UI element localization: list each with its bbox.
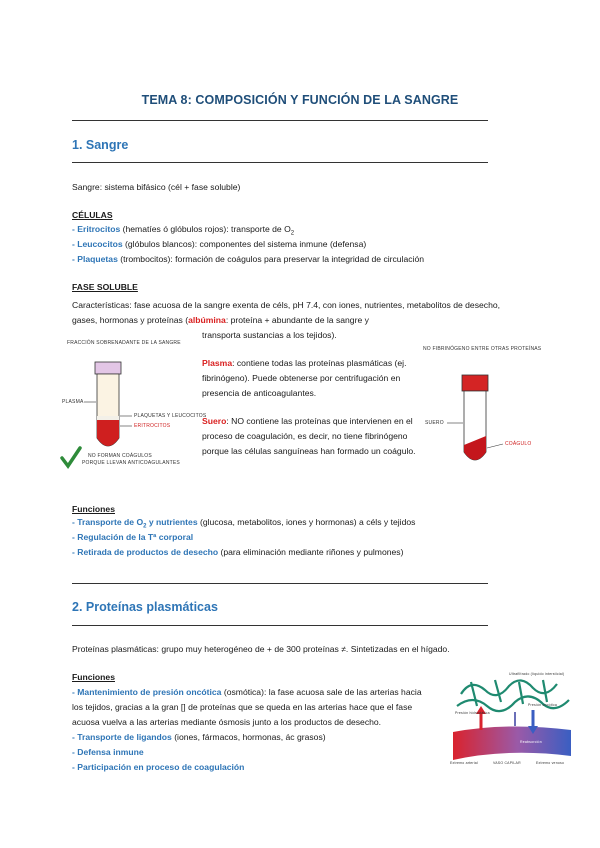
cell-item-leucocitos: - Leucocitos (glóbulos blancos): componentes del sistema inmune (defensa): [72, 239, 367, 249]
function-item-defensa: - Defensa inmune: [72, 747, 144, 757]
soluble-heading: FASE SOLUBLE: [72, 282, 138, 292]
function-item-coagulacion: - Participación en proceso de coagulación: [72, 762, 245, 772]
section-heading-proteinas: 2. Proteínas plasmáticas: [72, 600, 218, 614]
left-tube-note-2: PORQUE LLEVAN ANTICOAGULANTES: [82, 460, 180, 466]
function-item-presion: - Mantenimiento de presión oncótica (osmótica): la fase acuosa sale de las arterias hacia: [72, 687, 422, 697]
serum-tube-diagram: [445, 360, 535, 470]
functions-heading-2: Funciones: [72, 672, 115, 682]
plasma-description: Plasma: contiene todas las proteínas plasmáticas (ej. fibrinógeno). Puede obtenerse por centrifugación en presencia de anticoagulantes.: [202, 358, 407, 398]
diagram-bottom-right-label: Extremo venoso: [536, 761, 565, 765]
function-item-regulacion: - Regulación de la Tª corporal: [72, 532, 194, 542]
capillary-vessel: [453, 726, 571, 760]
cell-item-eritrocitos: - Eritrocitos (hematíes ó glóbulos rojos): transporte de $O_2$: [72, 224, 295, 237]
function-item-presion-line-2: los tejidos, gracias a la gran [] de proteínas que se queda en las arterias hace que el fase: [72, 702, 413, 712]
right-tube-caption: NO FIBRINÓGENO ENTRE OTRAS PROTEÍNAS: [423, 346, 542, 352]
tube-cap: [462, 375, 488, 391]
right-tube-suero-label: SUERO: [425, 420, 444, 426]
right-tube-coagulo-label: COÁGULO: [505, 441, 532, 447]
cell-item-plaquetas: - Plaquetas (trombocitos): formación de coágulos para preservar la integridad de circulación: [72, 254, 425, 264]
divider: [72, 162, 488, 163]
function-item-ligandos: - Transporte de ligandos (iones, fármacos, hormonas, ác grasos): [72, 732, 326, 742]
sangre-intro: Sangre: sistema bifásico (cél + fase soluble): [72, 182, 241, 192]
tube-buffy-coat: [97, 416, 119, 420]
page-title: TEMA 8: COMPOSICIÓN Y FUNCIÓN DE LA SANGRE: [141, 93, 459, 107]
function-item-presion-line-3: acuosa vuelva a las arterias mediante ósmosis junto a los productos de desecho.: [72, 717, 382, 727]
tube-cap: [95, 362, 121, 374]
proteinas-intro: Proteínas plasmáticas: grupo muy heterogéneo de + de 300 proteínas ≠. Sintetizadas en el hígado.: [72, 644, 450, 654]
check-icon: [62, 448, 80, 466]
capillary-exchange-diagram: [447, 672, 577, 770]
left-tube-eritro-label: ERITROCITOS: [134, 423, 171, 429]
left-tube-caption: FRACCIÓN SOBRENADANTE DE LA SANGRE: [67, 340, 181, 346]
diagram-right-label: Presión oncótica: [528, 703, 558, 707]
functions-heading-1: Funciones: [72, 504, 115, 514]
soluble-line-3: transporta sustancias a los tejidos).: [202, 330, 337, 340]
soluble-line-1: Características: fase acuosa de la sangre exenta de céls, pH 7.4, con iones, nutrientes, metabolitos de desecho,: [72, 300, 501, 310]
left-tube-leuco-label: PLAQUETAS Y LEUCOCITOS: [134, 413, 207, 419]
suero-description: Suero: NO contiene las proteínas que intervienen en el proceso de coagulación, es decir, no tiene fibrinógeno porque las células sanguíneas han formado un coágulo.: [202, 416, 416, 456]
cells-heading: CÉLULAS: [72, 210, 113, 220]
diagram-bottom-mid-label: VASO CAPILAR: [493, 761, 521, 765]
function-item-retirada: - Retirada de productos de desecho (para eliminación mediante riñones y pulmones): [72, 547, 404, 557]
diagram-bottom-left-label: Extremo arterial: [450, 761, 478, 765]
diagram-top-label: Ultrafiltrado (líquido intersticial): [509, 672, 565, 676]
divider: [72, 583, 488, 584]
divider: [72, 625, 488, 626]
section-heading-sangre: 1. Sangre: [72, 138, 129, 152]
soluble-line-2: gases, hormonas y proteínas (albúmina: proteína + abundante de la sangre y: [72, 315, 369, 325]
divider: [72, 120, 488, 121]
left-tube-note-1: NO FORMAN COÁGULOS: [88, 453, 152, 459]
left-tube-plasma-label: PLASMA: [62, 399, 84, 405]
diagram-left-label: Presión hidrostática: [455, 711, 490, 715]
function-item-transporte: - Transporte de $O_2$ y nutrientes (glucosa, metabolitos, iones y hormonas) a céls y tejidos: [72, 517, 416, 530]
diagram-mid-label: Reabsorción: [520, 740, 542, 744]
